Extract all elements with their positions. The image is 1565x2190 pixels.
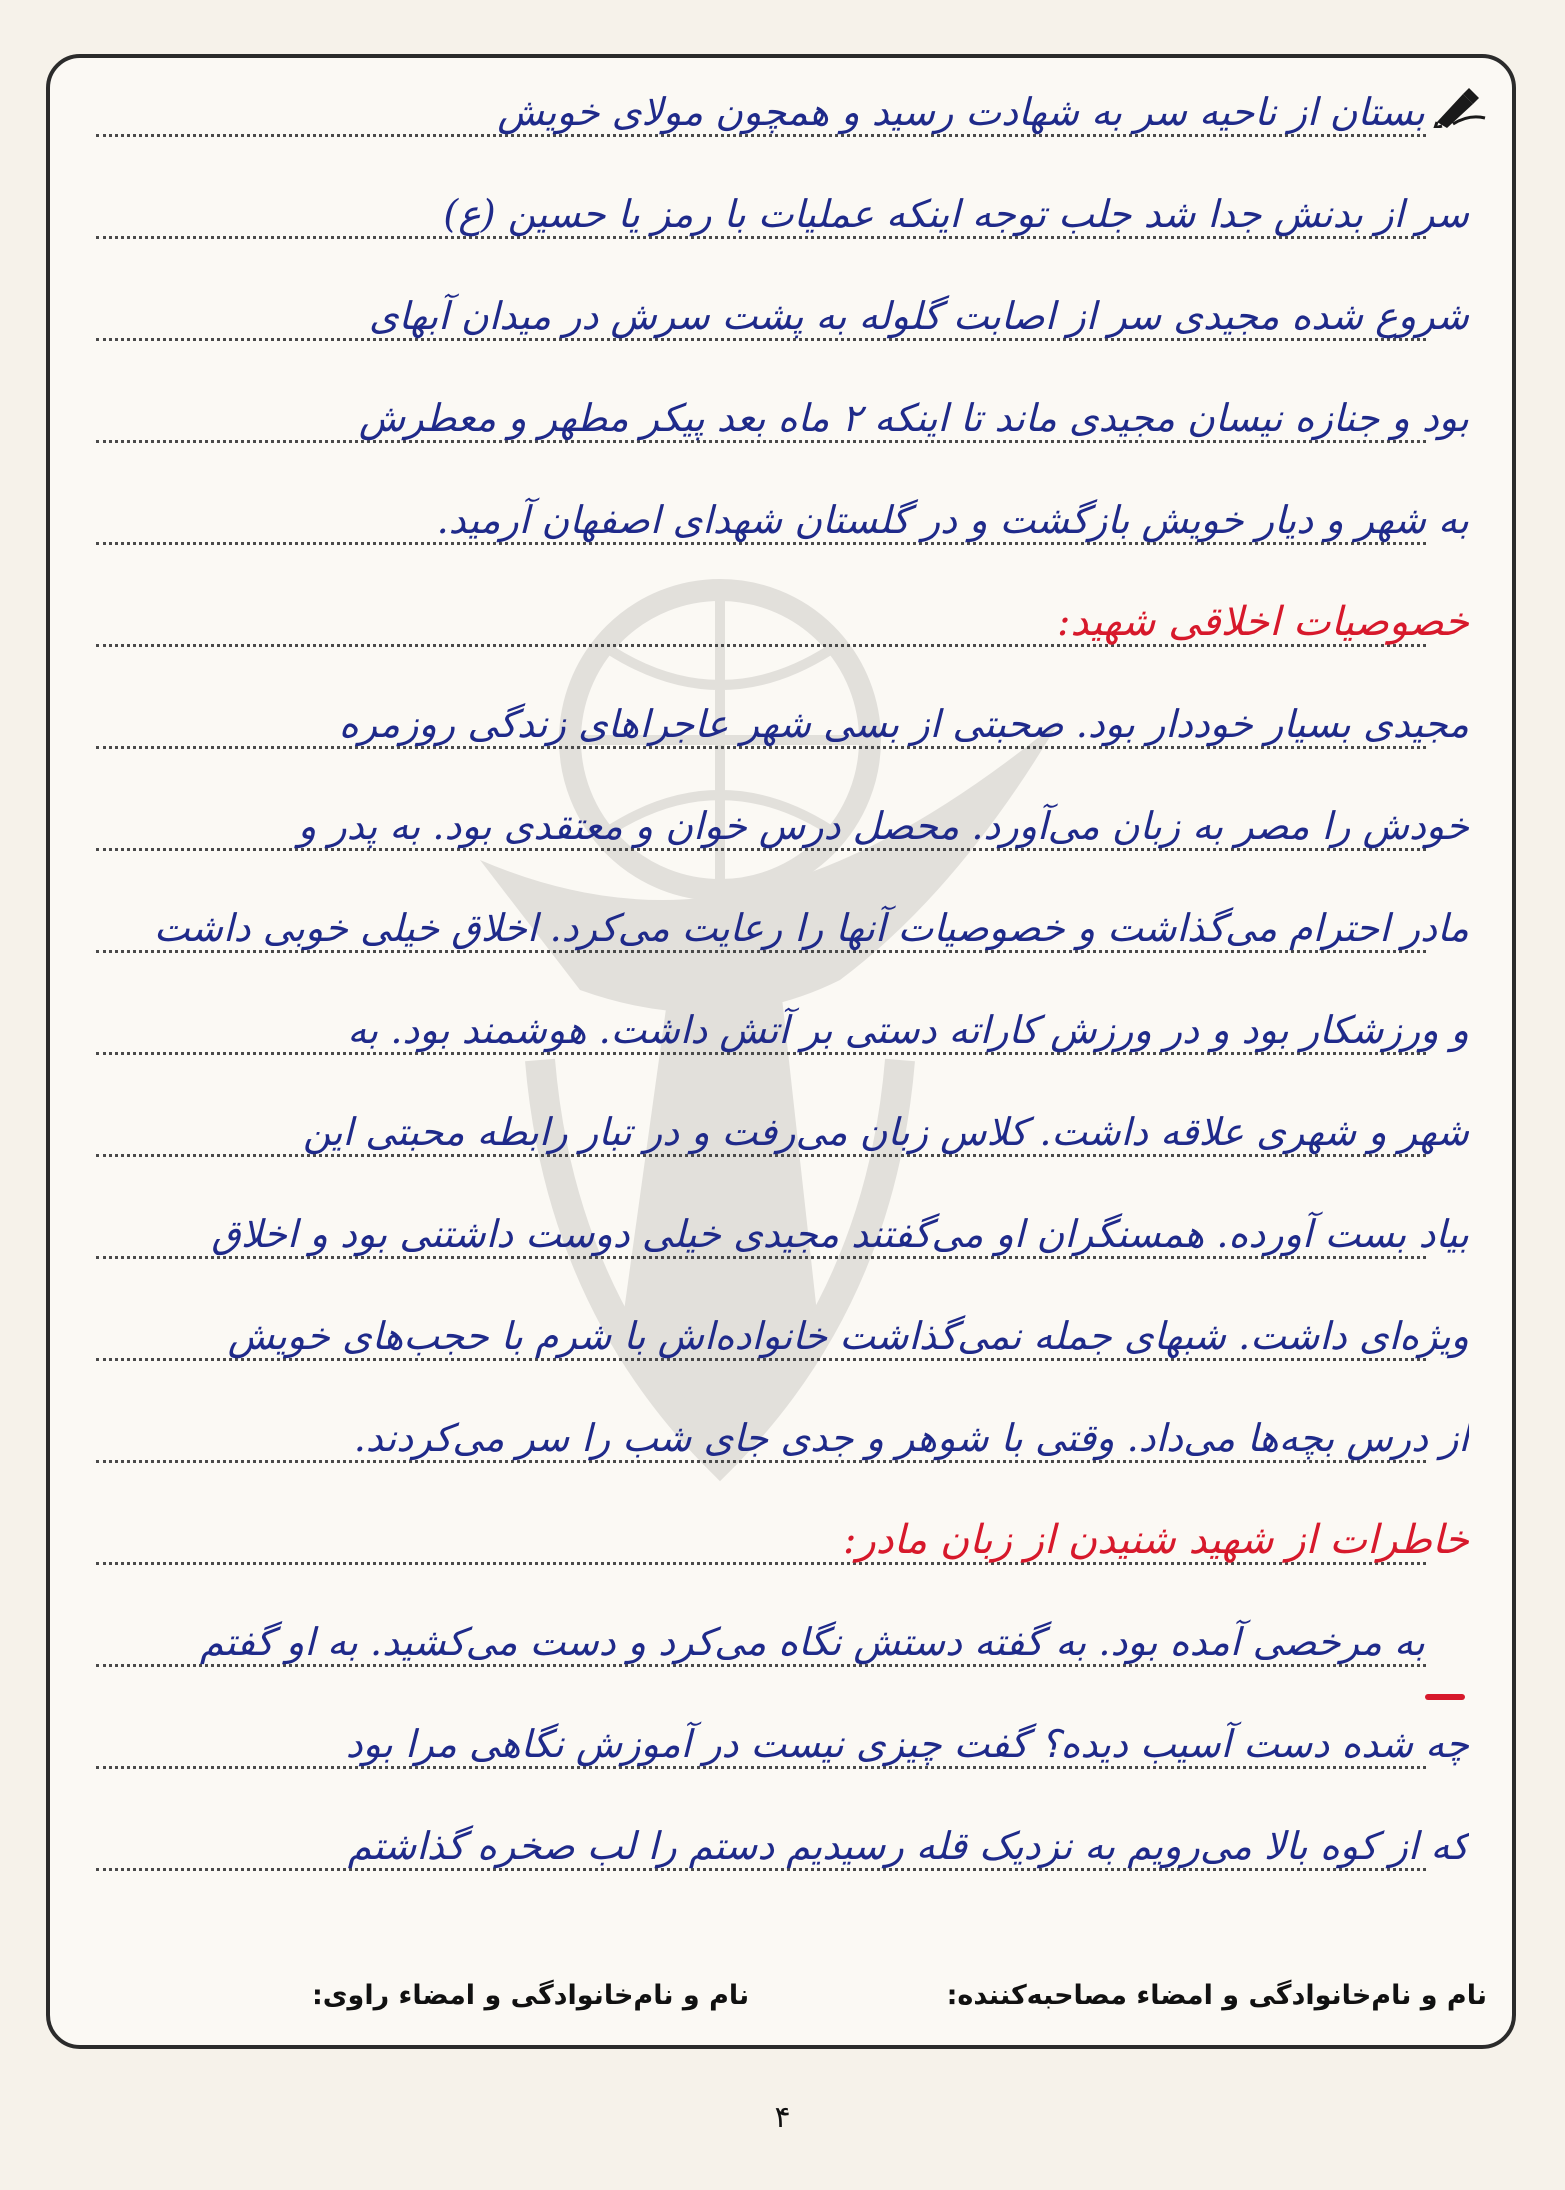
handwritten-line-15: چه شده دست آسیب دیده؟ گفت چیزی نیست در آموزش نگاهی مرا بود — [345, 1722, 1469, 1766]
handwritten-line-3: شروع شده مجیدی سر از اصابت گلوله به پشت سرش در میدان آبهای — [368, 294, 1469, 338]
handwritten-line-13: از درس بچه‌ها می‌داد. وقتی با شوهر و جدی جای شب را سر می‌کردند. — [353, 1416, 1469, 1460]
pen-icon — [1433, 84, 1487, 128]
handwritten-line-6: مجیدی بسیار خوددار بود. صحبتی از بسی شهر عاجراهای زندگی روزمره — [338, 702, 1469, 746]
handwritten-line-2: سر از بدنش جدا شد جلب توجه اینکه عملیات با رمز یا حسین (ع) — [443, 192, 1469, 236]
handwritten-line-12: ویژه‌ای داشت. شبهای جمله نمی‌گذاشت خانواده‌اش با شرم با حجب‌های خویش — [227, 1314, 1469, 1358]
heading-memories: خاطرات از شهید شنیدن از زبان مادر: — [842, 1517, 1469, 1563]
narrator-signature-label: نام و نام‌خانوادگی و امضاء راوی: — [312, 1980, 750, 2011]
red-dash-mark — [1425, 1694, 1465, 1700]
handwritten-line-10: شهر و شهری علاقه داشت. کلاس زبان می‌رفت و در تبار رابطه محبتی این — [303, 1110, 1469, 1154]
handwritten-line-9: و ورزشکار بود و در ورزش کاراته دستی بر آتش داشت. هوشمند بود. به — [347, 1008, 1469, 1052]
page-number: ۴ — [774, 2100, 791, 2135]
handwritten-line-1: بستان از ناحیه سر به شهادت رسید و همچون مولای خویش — [497, 90, 1425, 134]
handwritten-line-4: بود و جنازه نیسان مجیدی ماند تا اینکه ۲ ماه بعد پیکر مطهر و معطرش — [358, 396, 1469, 440]
handwritten-line-11: بیاد بست آورده. همسنگران او می‌گفتند مجیدی خیلی دوست داشتنی بود و اخلاق — [211, 1212, 1469, 1256]
handwritten-line-16: که از کوه بالا می‌رویم به نزدیک قله رسیدیم دستم را لب صخره گذاشتم — [347, 1824, 1469, 1868]
handwritten-line-5: به شهر و دیار خویش بازگشت و در گلستان شهدای اصفهان آرمید. — [436, 498, 1469, 542]
handwritten-line-7: خودش را مصر به زبان می‌آورد. محصل درس خوان و معتقدی بود. به پدر و — [297, 804, 1469, 848]
handwritten-line-14: به مرخصی آمده بود. به گفته دستش نگاه می‌کرد و دست می‌کشید. به او گفتم — [199, 1620, 1425, 1664]
heading-ethics: خصوصیات اخلاقی شهید: — [1056, 599, 1469, 645]
interviewer-signature-label: نام و نام‌خانوادگی و امضاء مصاحبه‌کننده: — [946, 1980, 1487, 2011]
handwritten-line-8: مادر احترام می‌گذاشت و خصوصیات آنها را رعایت می‌کرد. اخلاق خیلی خوبی داشت — [153, 906, 1469, 950]
